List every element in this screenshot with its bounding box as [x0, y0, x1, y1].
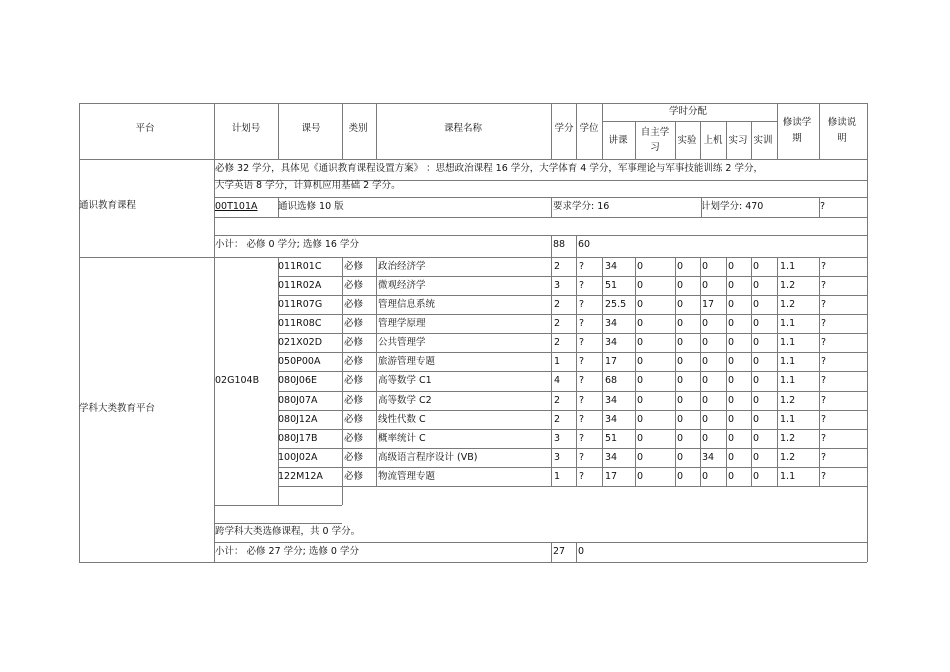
grid-line	[700, 257, 701, 486]
cell-code: 122M12A	[278, 471, 323, 482]
header-category: 类别	[348, 123, 368, 134]
cell-code: 011R07G	[278, 299, 323, 310]
cell-degree: ?	[579, 318, 585, 329]
grid-line	[278, 333, 867, 334]
cell-train: 0	[753, 395, 760, 406]
cell-intern: 0	[728, 433, 735, 444]
grid-line	[278, 276, 867, 277]
cell-train: 0	[753, 337, 760, 348]
cell-comp: 0	[702, 356, 709, 367]
grid-line	[726, 257, 727, 486]
cell-exp: 0	[677, 395, 684, 406]
cell-sem: 1.2	[780, 433, 796, 444]
cell-cat: 必修	[344, 261, 364, 272]
general-subtotal: 小计： 必修 0 学分; 选修 16 学分	[215, 239, 359, 250]
cell-note: ?	[821, 261, 827, 272]
cell-sem: 1.2	[780, 299, 796, 310]
general-required-line1: 必修 32 学分，具体见《通识教育课程设置方案》 ：思想政治课程 16 学分，大学体育 4 学分，军事理论与军事技能训练 2 学分，	[215, 163, 763, 174]
grid-line	[635, 257, 636, 486]
cell-exp: 0	[677, 261, 684, 272]
grid-line	[214, 159, 215, 562]
grid-line	[777, 257, 778, 486]
header-semester-1: 修读学	[782, 117, 812, 128]
cell-lecture: 34	[605, 414, 618, 425]
grid-line	[278, 314, 867, 315]
cell-credit: 2	[554, 395, 561, 406]
general-elective-name: 通识选修 10 版	[278, 201, 344, 212]
cell-name: 政治经济学	[378, 261, 426, 272]
cell-intern: 0	[728, 337, 735, 348]
header-experiment: 实验	[677, 135, 697, 146]
grid-line	[278, 371, 867, 372]
cell-sem: 1.1	[780, 471, 796, 482]
cell-note: ?	[821, 299, 827, 310]
header-hours-allocation: 学时分配	[668, 106, 708, 117]
general-elective-code: 00T101A	[215, 201, 258, 212]
general-required-line2: 大学英语 8 学分，计算机应用基础 2 学分。	[215, 180, 401, 191]
grid-line	[278, 429, 867, 430]
cell-note: ?	[821, 356, 827, 367]
cell-name: 旅游管理专题	[378, 356, 436, 367]
header-computer: 上机	[703, 135, 723, 146]
cell-cat: 必修	[344, 395, 364, 406]
cell-code: 050P00A	[278, 356, 321, 367]
grid-line	[278, 448, 867, 449]
cell-sem: 1.1	[780, 356, 796, 367]
grid-line	[551, 257, 552, 486]
grid-line	[576, 257, 577, 486]
grid-line	[278, 257, 867, 258]
platform-discipline: 学科大类教育平台	[79, 403, 156, 414]
grid-line	[576, 542, 577, 562]
cell-self: 0	[637, 280, 644, 291]
cell-code: 080J06E	[278, 375, 318, 386]
cell-comp: 34	[702, 452, 715, 463]
grid-line	[751, 121, 752, 159]
cell-degree: ?	[579, 452, 585, 463]
header-platform: 平台	[135, 123, 155, 134]
cell-train: 0	[753, 452, 760, 463]
grid-line	[551, 197, 552, 217]
header-course-no: 课号	[301, 123, 321, 134]
cell-self: 0	[637, 318, 644, 329]
header-self-study-2: 习	[650, 142, 660, 153]
cell-exp: 0	[677, 356, 684, 367]
cell-exp: 0	[677, 280, 684, 291]
cell-sem: 1.1	[780, 318, 796, 329]
cell-comp: 0	[702, 471, 709, 482]
header-semester-2: 期	[792, 133, 802, 144]
header-training: 实训	[753, 135, 773, 146]
header-plan-no: 计划号	[231, 123, 261, 134]
grid-line	[777, 121, 778, 159]
grid-line	[79, 103, 80, 562]
grid-line	[214, 235, 867, 236]
cell-train: 0	[753, 471, 760, 482]
cell-exp: 0	[677, 337, 684, 348]
cell-name: 管理学原理	[378, 318, 426, 329]
grid-line	[342, 103, 343, 159]
cell-lecture: 51	[605, 433, 618, 444]
cell-credit: 2	[554, 337, 561, 348]
cell-self: 0	[637, 299, 644, 310]
cell-exp: 0	[677, 433, 684, 444]
cell-name: 高等数学 C1	[378, 375, 432, 386]
cell-cat: 必修	[344, 414, 364, 425]
cell-exp: 0	[677, 414, 684, 425]
cell-code: 011R08C	[278, 318, 322, 329]
cell-name: 物流管理专题	[378, 471, 436, 482]
cell-train: 0	[753, 375, 760, 386]
cell-comp: 0	[702, 414, 709, 425]
grid-line	[278, 391, 867, 392]
cell-sem: 1.1	[780, 375, 796, 386]
cell-sem: 1.2	[780, 452, 796, 463]
cell-exp: 0	[677, 375, 684, 386]
cell-lecture: 17	[605, 471, 618, 482]
cell-train: 0	[753, 280, 760, 291]
cell-intern: 0	[728, 452, 735, 463]
cell-degree: ?	[579, 433, 585, 444]
cell-code: 080J17B	[278, 433, 318, 444]
cell-intern: 0	[728, 375, 735, 386]
cell-comp: 0	[702, 318, 709, 329]
cell-code: 011R01C	[278, 261, 322, 272]
cell-credit: 4	[554, 375, 561, 386]
cell-self: 0	[637, 337, 644, 348]
cell-lecture: 34	[605, 452, 618, 463]
grid-line	[79, 159, 867, 160]
cell-lecture: 25.5	[605, 299, 627, 310]
cell-sem: 1.1	[780, 337, 796, 348]
header-credit: 学分	[554, 123, 574, 134]
cell-sem: 1.2	[780, 280, 796, 291]
cell-comp: 0	[702, 280, 709, 291]
header-internship: 实习	[728, 135, 748, 146]
grid-line	[726, 121, 727, 159]
general-plan-credits: 计划学分: 470	[701, 201, 764, 212]
discipline-subtotal: 小计： 必修 27 学分; 选修 0 学分	[215, 546, 359, 557]
cell-sem: 1.2	[780, 395, 796, 406]
cell-code: 021X02D	[278, 337, 323, 348]
cell-intern: 0	[728, 356, 735, 367]
cell-self: 0	[637, 356, 644, 367]
general-subtotal-degree: 60	[578, 239, 591, 250]
discipline-plan-no: 02G104B	[215, 375, 260, 386]
cell-credit: 2	[554, 318, 561, 329]
grid-line	[376, 257, 377, 486]
grid-line	[214, 103, 215, 159]
cell-train: 0	[753, 261, 760, 272]
cell-sem: 1.1	[780, 414, 796, 425]
cell-name: 高等数学 C2	[378, 395, 432, 406]
cell-cat: 必修	[344, 433, 364, 444]
header-lecture: 讲课	[608, 135, 628, 146]
cell-degree: ?	[579, 356, 585, 367]
general-required-credits: 要求学分: 16	[553, 201, 610, 212]
cell-cat: 必修	[344, 299, 364, 310]
header-degree: 学位	[579, 123, 599, 134]
cell-self: 0	[637, 414, 644, 425]
grid-line	[214, 217, 867, 218]
cell-exp: 0	[677, 471, 684, 482]
header-notes-1: 修读说	[827, 117, 857, 128]
cell-exp: 0	[677, 318, 684, 329]
cell-degree: ?	[579, 414, 585, 425]
cell-name: 微观经济学	[378, 280, 426, 291]
discipline-cross-elective: 跨学科大类选修课程，共 0 学分。	[215, 526, 361, 537]
cell-lecture: 34	[605, 318, 618, 329]
cell-degree: ?	[579, 261, 585, 272]
grid-line	[551, 235, 552, 257]
platform-general: 通识教育课程	[79, 200, 137, 211]
grid-line	[214, 523, 342, 524]
cell-lecture: 51	[605, 280, 618, 291]
cell-name: 线性代数 C	[378, 414, 426, 425]
curriculum-table	[79, 103, 868, 563]
cell-self: 0	[637, 452, 644, 463]
grid-line	[675, 121, 676, 159]
cell-note: ?	[821, 280, 827, 291]
cell-note: ?	[821, 395, 827, 406]
cell-train: 0	[753, 299, 760, 310]
cell-note: ?	[821, 337, 827, 348]
cell-degree: ?	[579, 280, 585, 291]
cell-intern: 0	[728, 471, 735, 482]
cell-exp: 0	[677, 299, 684, 310]
cell-note: ?	[821, 375, 827, 386]
cell-credit: 2	[554, 261, 561, 272]
cell-code: 100J02A	[278, 452, 318, 463]
cell-degree: ?	[579, 337, 585, 348]
cell-comp: 0	[702, 261, 709, 272]
header-self-study-1: 自主学	[640, 127, 670, 138]
cell-comp: 0	[702, 395, 709, 406]
grid-line	[278, 410, 867, 411]
grid-line	[551, 103, 552, 159]
grid-line	[867, 103, 868, 562]
cell-intern: 0	[728, 261, 735, 272]
cell-lecture: 34	[605, 261, 618, 272]
cell-intern: 0	[728, 414, 735, 425]
grid-line	[819, 257, 820, 486]
cell-degree: ?	[579, 299, 585, 310]
cell-self: 0	[637, 375, 644, 386]
cell-lecture: 17	[605, 356, 618, 367]
cell-degree: ?	[579, 471, 585, 482]
cell-credit: 3	[554, 433, 561, 444]
cell-intern: 0	[728, 299, 735, 310]
grid-line	[576, 235, 577, 257]
cell-self: 0	[637, 395, 644, 406]
grid-line	[79, 103, 867, 104]
cell-train: 0	[753, 433, 760, 444]
cell-note: ?	[821, 318, 827, 329]
grid-line	[602, 257, 603, 486]
grid-line	[551, 542, 552, 562]
cell-cat: 必修	[344, 375, 364, 386]
grid-line	[675, 257, 676, 486]
cell-train: 0	[753, 318, 760, 329]
cell-sem: 1.1	[780, 261, 796, 272]
cell-name: 概率统计 C	[378, 433, 426, 444]
cell-comp: 0	[702, 433, 709, 444]
discipline-subtotal-credit: 27	[553, 546, 566, 557]
cell-intern: 0	[728, 280, 735, 291]
cell-self: 0	[637, 261, 644, 272]
cell-cat: 必修	[344, 452, 364, 463]
cell-name: 管理信息系统	[378, 299, 436, 310]
cell-credit: 1	[554, 356, 561, 367]
grid-line	[214, 505, 342, 506]
cell-name: 高级语言程序设计 (VB)	[378, 452, 478, 463]
general-subtotal-credit: 88	[553, 239, 566, 250]
cell-comp: 0	[702, 375, 709, 386]
cell-cat: 必修	[344, 280, 364, 291]
discipline-subtotal-degree: 0	[578, 546, 585, 557]
cell-degree: ?	[579, 395, 585, 406]
cell-train: 0	[753, 356, 760, 367]
cell-lecture: 68	[605, 375, 618, 386]
cell-self: 0	[637, 471, 644, 482]
cell-cat: 必修	[344, 356, 364, 367]
grid-line	[214, 542, 867, 543]
cell-lecture: 34	[605, 337, 618, 348]
header-notes-2: 明	[837, 133, 847, 144]
header-course-name: 课程名称	[443, 123, 483, 134]
grid-line	[278, 486, 867, 487]
cell-name: 公共管理学	[378, 337, 426, 348]
grid-line	[342, 257, 343, 505]
cell-credit: 1	[554, 471, 561, 482]
cell-code: 080J12A	[278, 414, 318, 425]
cell-self: 0	[637, 433, 644, 444]
grid-line	[602, 103, 603, 159]
grid-line	[376, 103, 377, 159]
cell-intern: 0	[728, 395, 735, 406]
cell-note: ?	[821, 452, 827, 463]
grid-line	[576, 103, 577, 159]
grid-line	[751, 257, 752, 486]
cell-code: 080J07A	[278, 395, 318, 406]
cell-degree: ?	[579, 375, 585, 386]
grid-line	[278, 295, 867, 296]
grid-line	[278, 103, 279, 159]
cell-cat: 必修	[344, 318, 364, 329]
cell-intern: 0	[728, 318, 735, 329]
cell-credit: 2	[554, 299, 561, 310]
general-elective-note: ?	[820, 201, 826, 212]
cell-train: 0	[753, 414, 760, 425]
grid-line	[214, 562, 867, 563]
cell-exp: 0	[677, 452, 684, 463]
cell-cat: 必修	[344, 471, 364, 482]
grid-line	[819, 103, 820, 159]
cell-code: 011R02A	[278, 280, 322, 291]
cell-note: ?	[821, 471, 827, 482]
grid-line	[278, 352, 867, 353]
cell-note: ?	[821, 433, 827, 444]
grid-line	[278, 467, 867, 468]
cell-note: ?	[821, 414, 827, 425]
grid-line	[700, 121, 701, 159]
cell-credit: 3	[554, 452, 561, 463]
cell-comp: 17	[702, 299, 715, 310]
cell-cat: 必修	[344, 337, 364, 348]
grid-line	[635, 121, 636, 159]
cell-lecture: 34	[605, 395, 618, 406]
grid-line	[214, 197, 867, 198]
cell-credit: 3	[554, 280, 561, 291]
cell-comp: 0	[702, 337, 709, 348]
cell-credit: 2	[554, 414, 561, 425]
